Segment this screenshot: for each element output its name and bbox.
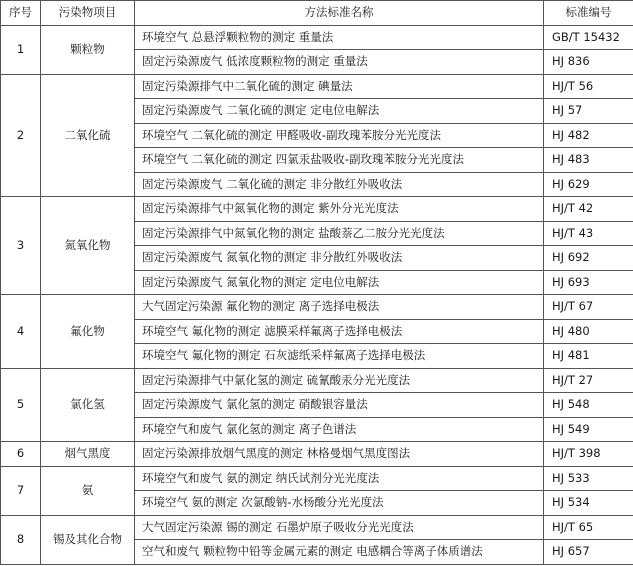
method-name-cell: 固定污染源排放烟气黑度的测定 林格曼烟气黑度图法 <box>135 442 544 467</box>
method-name-cell: 环境空气 氨的测定 次氯酸钠-水杨酸分光光度法 <box>135 491 544 516</box>
standard-number-cell: HJ 481 <box>544 344 633 369</box>
standard-number-cell: HJ 836 <box>544 50 633 75</box>
standard-number-cell: HJ 692 <box>544 246 633 271</box>
serial-number-cell: 5 <box>1 368 41 442</box>
standard-number-cell: HJ/T 27 <box>544 368 633 393</box>
standard-number-cell: HJ/T 398 <box>544 442 633 467</box>
table-row <box>1 295 633 320</box>
method-name-cell: 固定污染源废气 氮氧化物的测定 非分散红外吸收法 <box>135 246 544 271</box>
serial-number-cell: 4 <box>1 295 41 369</box>
table-body <box>1 25 633 564</box>
header-serial-no: 序号 <box>1 1 41 26</box>
standard-number-cell: HJ/T 43 <box>544 221 633 246</box>
method-name-cell: 大气固定污染源 氟化物的测定 离子选择电极法 <box>135 295 544 320</box>
table-row <box>1 368 633 393</box>
serial-number-cell: 3 <box>1 197 41 295</box>
serial-number-cell: 2 <box>1 74 41 197</box>
serial-number-cell: 7 <box>1 466 41 515</box>
method-name-cell: 固定污染源排气中氯化氢的测定 硫氰酸汞分光光度法 <box>135 368 544 393</box>
serial-number-cell: 6 <box>1 442 41 467</box>
header-row <box>1 1 633 26</box>
standard-number-cell: HJ 548 <box>544 393 633 418</box>
method-name-cell: 固定污染源废气 氯化氢的测定 硝酸银容量法 <box>135 393 544 418</box>
pollutant-cell: 氯化氢 <box>41 368 135 442</box>
header-method-name: 方法标准名称 <box>135 1 544 26</box>
pollutant-cell: 颗粒物 <box>41 25 135 74</box>
standard-number-cell: HJ/T 56 <box>544 74 633 99</box>
standard-number-cell: HJ 483 <box>544 148 633 173</box>
method-name-cell: 环境空气 氟化物的测定 石灰滤纸采样氟离子选择电极法 <box>135 344 544 369</box>
method-name-cell: 固定污染源排气中氮氧化物的测定 紫外分光光度法 <box>135 197 544 222</box>
pollutant-cell: 烟气黑度 <box>41 442 135 467</box>
standard-number-cell: GB/T 15432 <box>544 25 633 50</box>
method-name-cell: 环境空气 二氧化硫的测定 四氯汞盐吸收-副玫瑰苯胺分光光度法 <box>135 148 544 173</box>
standard-number-cell: HJ 480 <box>544 319 633 344</box>
method-name-cell: 固定污染源废气 二氧化硫的测定 非分散红外吸收法 <box>135 172 544 197</box>
pollutant-cell: 氟化物 <box>41 295 135 369</box>
method-name-cell: 固定污染源废气 二氧化硫的测定 定电位电解法 <box>135 99 544 124</box>
pollutant-cell: 氨 <box>41 466 135 515</box>
method-name-cell: 大气固定污染源 锡的测定 石墨炉原子吸收分光光度法 <box>135 515 544 540</box>
table-row <box>1 25 633 50</box>
method-name-cell: 环境空气和废气 氨的测定 纳氏试剂分光光度法 <box>135 466 544 491</box>
method-name-cell: 固定污染源排气中氮氧化物的测定 盐酸萘乙二胺分光光度法 <box>135 221 544 246</box>
standard-number-cell: HJ/T 42 <box>544 197 633 222</box>
standard-number-cell: HJ 549 <box>544 417 633 442</box>
standard-number-cell: HJ 533 <box>544 466 633 491</box>
table-row <box>1 466 633 491</box>
standard-number-cell: HJ 482 <box>544 123 633 148</box>
standard-number-cell: HJ 534 <box>544 491 633 516</box>
header-pollutant: 污染物项目 <box>41 1 135 26</box>
standard-number-cell: HJ 629 <box>544 172 633 197</box>
serial-number-cell: 8 <box>1 515 41 564</box>
method-name-cell: 环境空气 氟化物的测定 滤膜采样氟离子选择电极法 <box>135 319 544 344</box>
method-name-cell: 固定污染源废气 低浓度颗粒物的测定 重量法 <box>135 50 544 75</box>
method-name-cell: 环境空气 二氧化硫的测定 甲醛吸收-副玫瑰苯胺分光光度法 <box>135 123 544 148</box>
standard-number-cell: HJ 657 <box>544 540 633 565</box>
pollutant-cell: 氮氧化物 <box>41 197 135 295</box>
method-name-cell: 空气和废气 颗粒物中铅等金属元素的测定 电感耦合等离子体质谱法 <box>135 540 544 565</box>
table-row <box>1 442 633 467</box>
standard-number-cell: HJ 57 <box>544 99 633 124</box>
standard-number-cell: HJ/T 67 <box>544 295 633 320</box>
table-row <box>1 515 633 540</box>
standard-number-cell: HJ 693 <box>544 270 633 295</box>
method-name-cell: 环境空气和废气 氯化氢的测定 离子色谱法 <box>135 417 544 442</box>
method-name-cell: 固定污染源排气中二氧化硫的测定 碘量法 <box>135 74 544 99</box>
header-standard-no: 标准编号 <box>544 1 633 26</box>
standard-number-cell: HJ/T 65 <box>544 515 633 540</box>
table-row <box>1 197 633 222</box>
pollutant-cell: 锡及其化合物 <box>41 515 135 564</box>
serial-number-cell: 1 <box>1 25 41 74</box>
table-row <box>1 74 633 99</box>
pollutant-cell: 二氧化硫 <box>41 74 135 197</box>
method-name-cell: 环境空气 总悬浮颗粒物的测定 重量法 <box>135 25 544 50</box>
method-name-cell: 固定污染源废气 氮氧化物的测定 定电位电解法 <box>135 270 544 295</box>
